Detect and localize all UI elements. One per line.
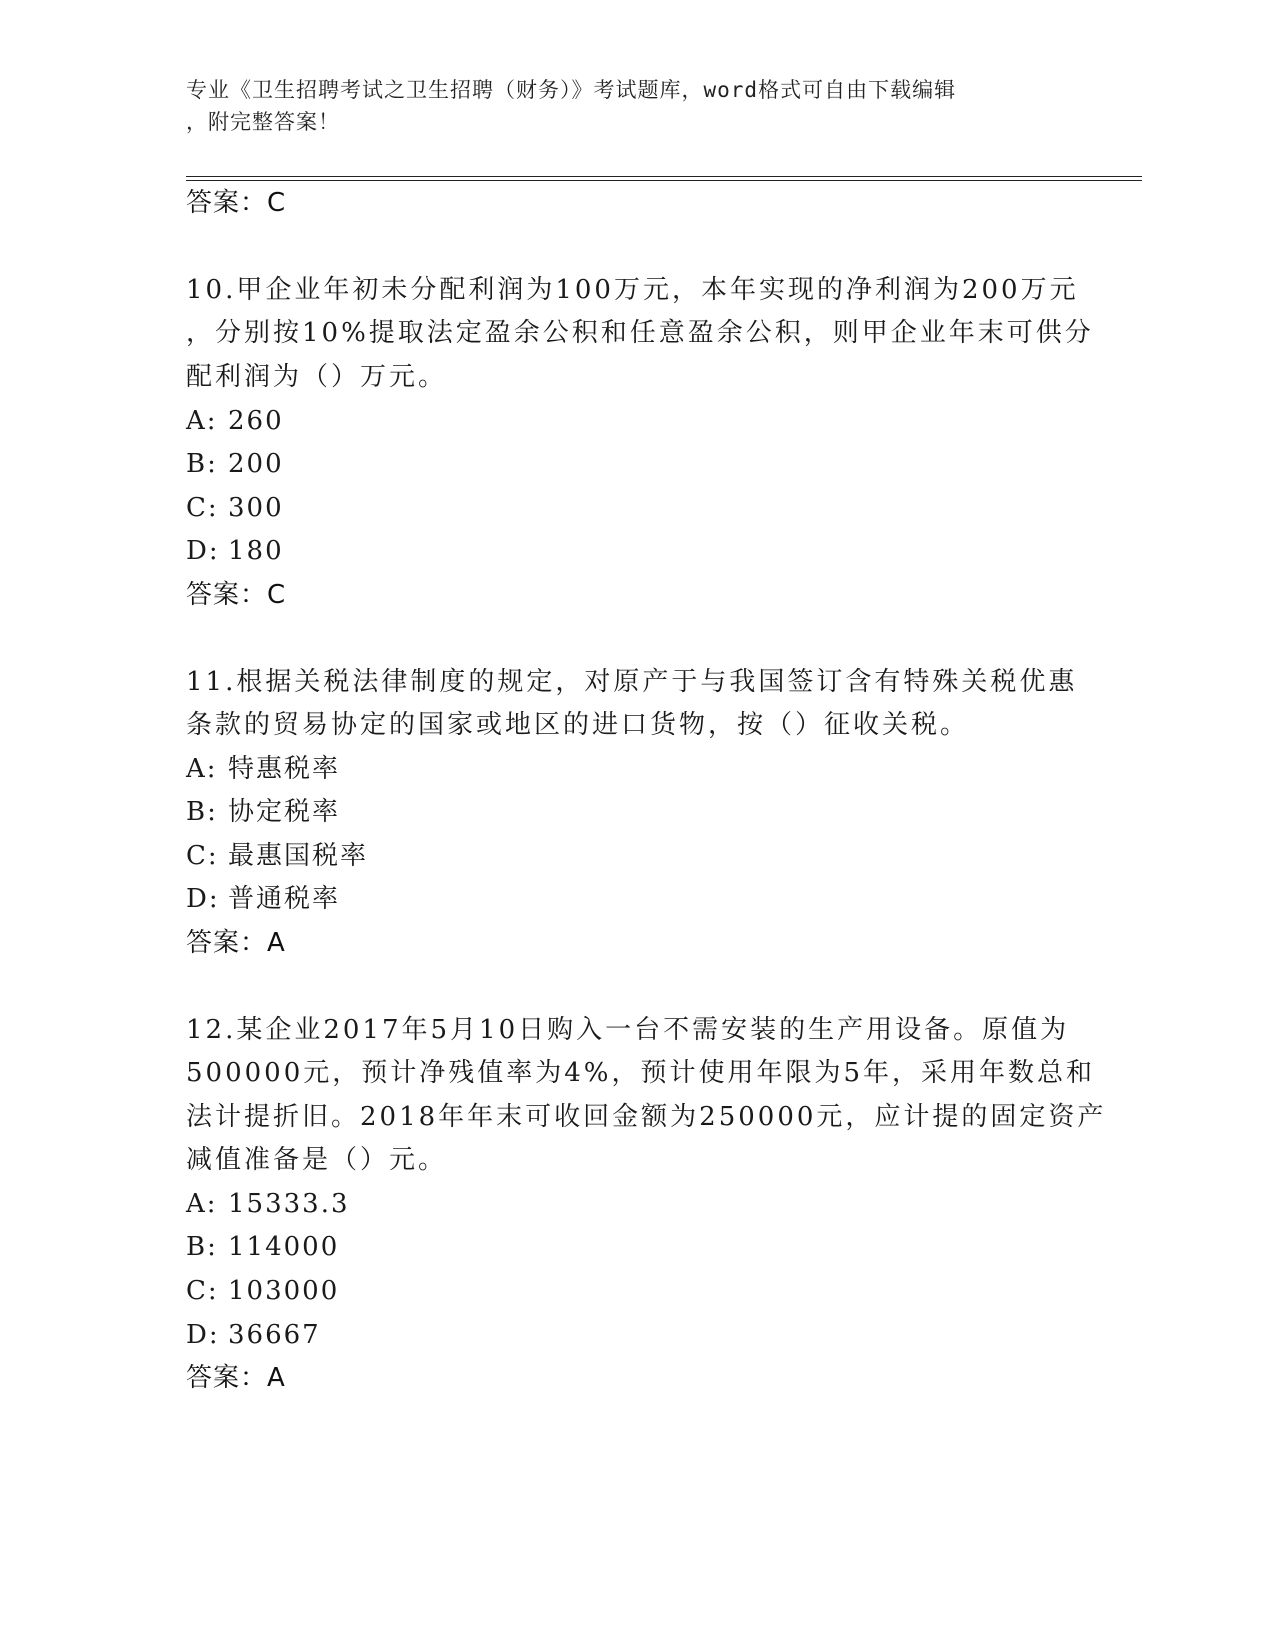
option-key: C: (186, 1276, 219, 1306)
option-key: B: (186, 797, 218, 827)
option-text: 260 (228, 406, 284, 436)
option-text: 103000 (228, 1276, 340, 1306)
question-11-line-2: 条款的贸易协定的国家或地区的进口货物，按（）征收关税。 (186, 710, 970, 740)
answer-value: A (267, 928, 286, 958)
question-12-answer (186, 1361, 286, 1395)
answer-value: C (267, 188, 287, 218)
header-divider (186, 176, 1142, 181)
question-12-line-4: 减值准备是（）元。 (186, 1145, 448, 1175)
option-key: D: (186, 1320, 220, 1350)
option-text: 36667 (228, 1320, 321, 1350)
option-key: B: (186, 449, 218, 479)
option-text: 最惠国税率 (228, 841, 369, 871)
question-12-option-b (186, 1230, 339, 1264)
option-key: B: (186, 1232, 218, 1262)
question-10-line-1: 10.甲企业年初未分配利润为100万元，本年实现的净利润为200万元 (186, 275, 1079, 305)
answer-label: 答案： (186, 1363, 268, 1393)
option-text: 特惠税率 (228, 754, 341, 784)
option-key: A: (186, 1189, 218, 1219)
question-10-answer (186, 578, 286, 612)
question-10-line-2: ，分别按10%提取法定盈余公积和任意盈余公积，则甲企业年末可供分 (186, 318, 1094, 348)
question-12-option-a (186, 1187, 350, 1221)
question-12-line-2: 500000元，预计净残值率为4%，预计使用年限为5年，采用年数总和 (186, 1058, 1096, 1088)
question-10-option-c (186, 491, 284, 525)
question-10-option-a (186, 404, 284, 438)
question-11-option-b (186, 795, 340, 829)
answer-label: 答案： (186, 928, 268, 958)
answer-label: 答案： (186, 188, 268, 218)
answer-line-prev (186, 186, 286, 220)
option-text: 协定税率 (228, 797, 341, 827)
option-key: A: (186, 406, 218, 436)
option-text: 15333.3 (228, 1189, 350, 1219)
page-header (186, 74, 1066, 138)
question-11-option-c (186, 839, 368, 873)
question-11-option-d (186, 882, 340, 916)
option-text: 180 (228, 536, 284, 566)
option-key: C: (186, 493, 219, 523)
option-key: A: (186, 754, 218, 784)
question-12-line-3: 法计提折旧。2018年年末可收回金额为250000元，应计提的固定资产 (186, 1102, 1107, 1132)
answer-value: C (267, 580, 287, 610)
option-text: 114000 (228, 1232, 340, 1262)
question-12-option-d (186, 1318, 321, 1352)
option-key: D: (186, 884, 220, 914)
option-text: 普通税率 (228, 884, 341, 914)
question-12-line-1: 12.某企业2017年5月10日购入一台不需安装的生产用设备。原值为 (186, 1015, 1070, 1045)
option-key: C: (186, 841, 219, 871)
option-text: 300 (228, 493, 284, 523)
question-12-option-c (186, 1274, 339, 1308)
answer-label: 答案： (186, 580, 268, 610)
question-10-option-d (186, 534, 284, 568)
header-line-2: ，附完整答案！ (186, 110, 340, 134)
question-10-option-b (186, 447, 284, 481)
header-line-1: 专业《卫生招聘考试之卫生招聘（财务）》考试题库，word格式可自由下载编辑 (186, 78, 957, 102)
option-key: D: (186, 536, 220, 566)
question-11-option-a (186, 752, 340, 786)
question-11-answer (186, 926, 286, 960)
question-11-line-1: 11.根据关税法律制度的规定，对原产于与我国签订含有特殊关税优惠 (186, 667, 1078, 697)
question-10-line-3: 配利润为（）万元。 (186, 362, 448, 392)
option-text: 200 (228, 449, 284, 479)
answer-value: A (267, 1363, 286, 1393)
